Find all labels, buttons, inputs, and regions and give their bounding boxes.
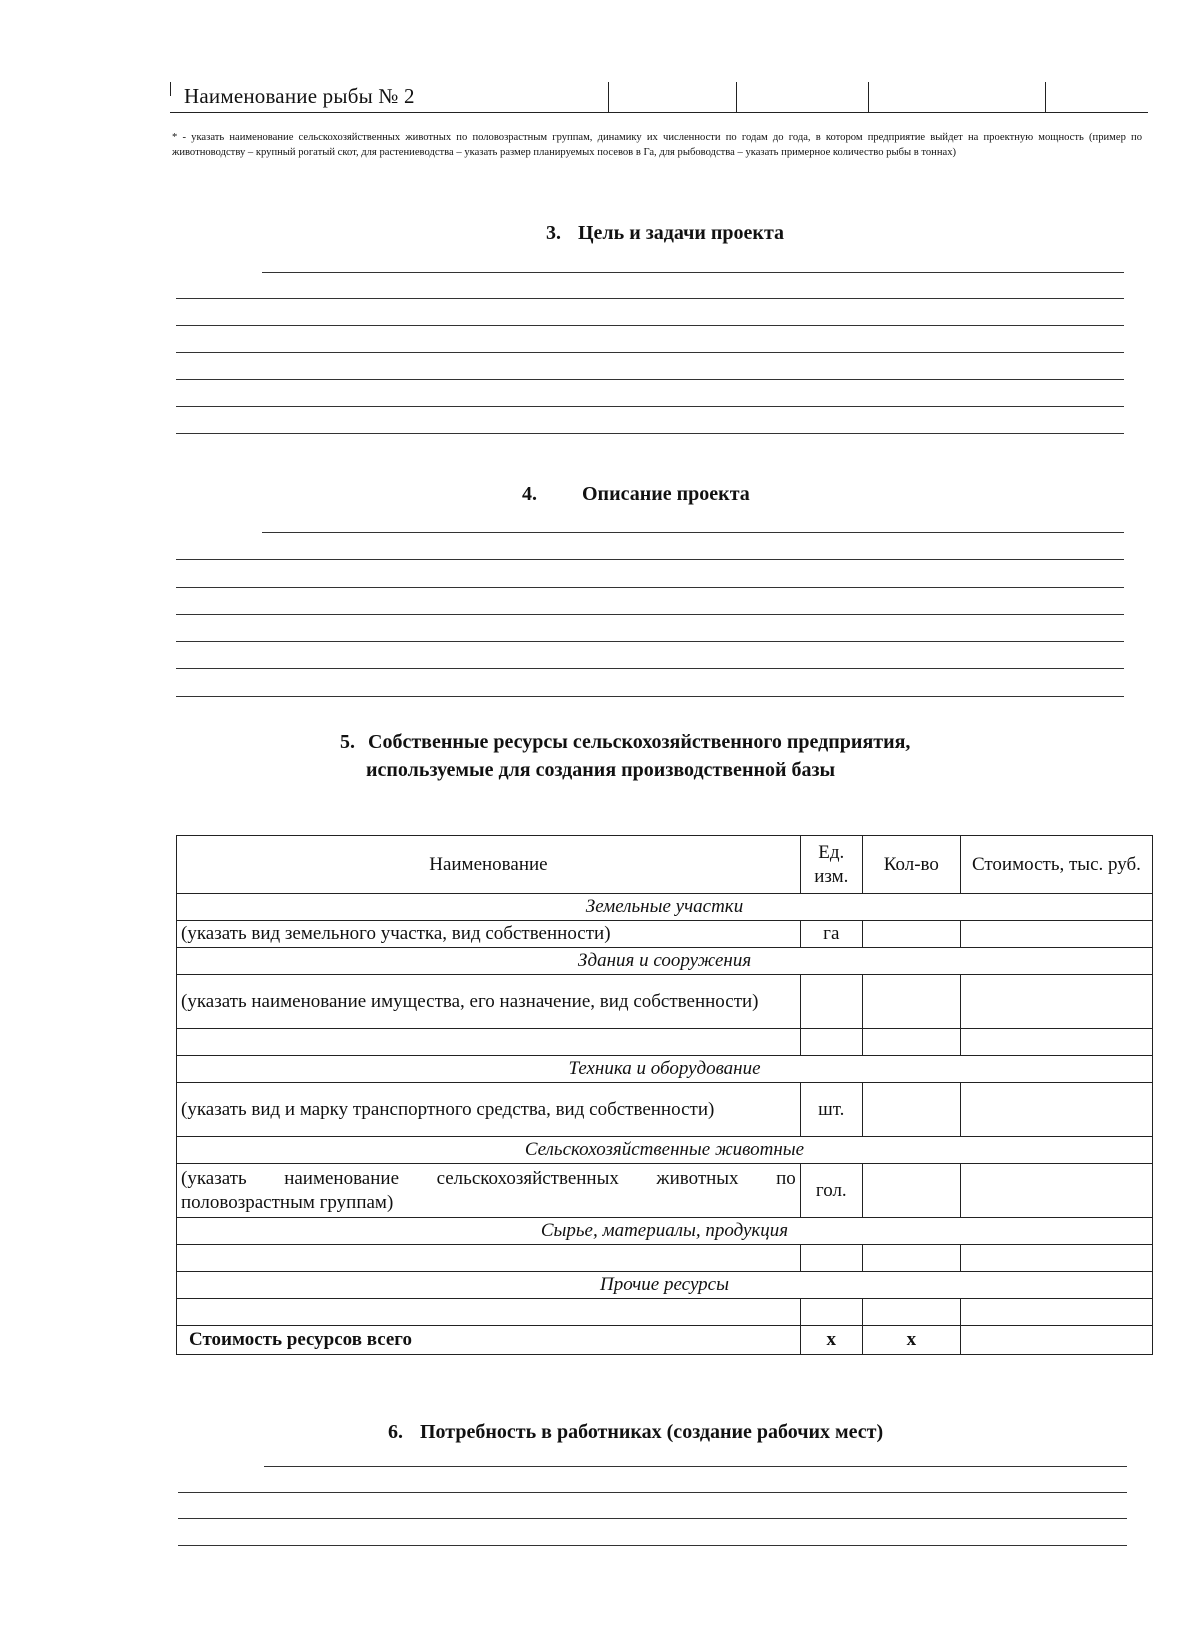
- resources-table: [176, 835, 1153, 1355]
- category-row: [177, 948, 1153, 975]
- total-qty: х: [862, 1326, 960, 1355]
- section-4-number: 4.: [522, 483, 537, 505]
- fill-line[interactable]: [176, 433, 1124, 434]
- total-unit: х: [800, 1326, 862, 1355]
- header-cost: Стоимость, тыс. руб.: [960, 836, 1152, 894]
- section-6-title: Потребность в работниках (создание рабочих мест): [420, 1421, 884, 1443]
- section-3-number: 3.: [546, 222, 561, 244]
- table-row: [177, 921, 1153, 948]
- row-equipment-qty-cell[interactable]: [862, 1083, 960, 1137]
- total-row: [177, 1326, 1153, 1355]
- row-buildings-cost-cell[interactable]: [960, 975, 1152, 1029]
- fill-line[interactable]: [262, 272, 1124, 273]
- section-5-number: 5.: [340, 731, 355, 753]
- fill-line[interactable]: [264, 1466, 1127, 1467]
- row-divider: [608, 82, 609, 112]
- section-5-heading: [340, 731, 910, 754]
- section-6-heading: [388, 1421, 883, 1444]
- header-unit: Ед. изм.: [800, 836, 862, 894]
- category-row: [177, 894, 1153, 921]
- row-equipment-name: (указать вид и марку транспортного средства, вид собственности): [177, 1083, 801, 1137]
- fill-line[interactable]: [176, 614, 1124, 615]
- row-buildings-qty-cell[interactable]: [862, 975, 960, 1029]
- section-4-title: Описание проекта: [582, 483, 750, 505]
- row-animals-cost-cell[interactable]: [960, 1164, 1152, 1218]
- total-label: Стоимость ресурсов всего: [177, 1326, 801, 1355]
- row-land-unit: га: [800, 921, 862, 948]
- fill-line[interactable]: [178, 1545, 1127, 1546]
- empty-unit-cell[interactable]: [800, 1029, 862, 1056]
- row-equipment-cost-cell[interactable]: [960, 1083, 1152, 1137]
- fill-line[interactable]: [176, 352, 1124, 353]
- row-animals-qty-cell[interactable]: [862, 1164, 960, 1218]
- fish-name-label: Наименование рыбы № 2: [184, 84, 415, 108]
- row-equipment-unit: шт.: [800, 1083, 862, 1137]
- footnote: * - указать наименование сельскохозяйственных животных по половозрастным группам, динамику их численности по годам до года, в котором предприятие выйдет на проектную мощность (пример по животноводству – крупный рогатый скот, для растениеводства – указать размер планируемых посевов в Га, для рыбоводства – указать примерное количество рыбы в тоннах): [172, 132, 1142, 158]
- category-buildings: Здания и сооружения: [177, 948, 1153, 975]
- row-divider: [736, 82, 737, 112]
- fill-line[interactable]: [176, 559, 1124, 560]
- category-other: Прочие ресурсы: [177, 1272, 1153, 1299]
- fill-line[interactable]: [176, 641, 1124, 642]
- row-animals-unit: гол.: [800, 1164, 862, 1218]
- row-divider: [868, 82, 869, 112]
- section-3-title: Цель и задачи проекта: [578, 222, 785, 244]
- fill-line[interactable]: [176, 325, 1124, 326]
- section-4-heading: [522, 483, 750, 506]
- empty-cost-cell[interactable]: [960, 1029, 1152, 1056]
- fill-line[interactable]: [178, 1518, 1127, 1519]
- row-land-name: (указать вид земельного участка, вид собственности): [177, 921, 801, 948]
- category-row: [177, 1056, 1153, 1083]
- row-animals-name: (указать наименование сельскохозяйственных животных по половозрастным группам): [177, 1164, 801, 1218]
- category-equipment: Техника и оборудование: [177, 1056, 1153, 1083]
- category-animals: Сельскохозяйственные животные: [177, 1137, 1153, 1164]
- header-qty: Кол-во: [862, 836, 960, 894]
- category-row: [177, 1137, 1153, 1164]
- table-row: [177, 975, 1153, 1029]
- section-5-title-line2: используемые для создания производственной базы: [366, 759, 836, 781]
- empty-qty-cell[interactable]: [862, 1245, 960, 1272]
- total-cost-cell[interactable]: [960, 1326, 1152, 1355]
- empty-qty-cell[interactable]: [862, 1029, 960, 1056]
- section-3-heading: [546, 222, 784, 245]
- empty-cost-cell[interactable]: [960, 1299, 1152, 1326]
- table-row: [177, 1245, 1153, 1272]
- table-header-row: [177, 836, 1153, 894]
- empty-name-cell[interactable]: [177, 1029, 801, 1056]
- empty-unit-cell[interactable]: [800, 1245, 862, 1272]
- header-name: Наименование: [177, 836, 801, 894]
- table-row: [177, 1299, 1153, 1326]
- fill-line[interactable]: [262, 532, 1124, 533]
- table-row: [177, 1164, 1153, 1218]
- empty-qty-cell[interactable]: [862, 1299, 960, 1326]
- row-land-cost-cell[interactable]: [960, 921, 1152, 948]
- empty-unit-cell[interactable]: [800, 1299, 862, 1326]
- category-materials: Сырье, материалы, продукция: [177, 1218, 1153, 1245]
- empty-name-cell[interactable]: [177, 1299, 801, 1326]
- row-divider: [1045, 82, 1046, 112]
- section-5-title-line1: Собственные ресурсы сельскохозяйственного предприятия,: [368, 731, 911, 753]
- row-land-qty-cell[interactable]: [862, 921, 960, 948]
- fill-line[interactable]: [176, 298, 1124, 299]
- category-row: [177, 1272, 1153, 1299]
- section-6-number: 6.: [388, 1421, 403, 1443]
- table-row: [177, 1029, 1153, 1056]
- fill-line[interactable]: [176, 696, 1124, 697]
- row-buildings-name: (указать наименование имущества, его назначение, вид собственности): [177, 975, 801, 1029]
- category-row: [177, 1218, 1153, 1245]
- fill-line[interactable]: [178, 1492, 1127, 1493]
- fill-line[interactable]: [176, 406, 1124, 407]
- row-buildings-unit-cell[interactable]: [800, 975, 862, 1029]
- empty-name-cell[interactable]: [177, 1245, 801, 1272]
- table-row: [177, 1083, 1153, 1137]
- fill-line[interactable]: [176, 587, 1124, 588]
- fill-line[interactable]: [176, 379, 1124, 380]
- category-land: Земельные участки: [177, 894, 1153, 921]
- fish-name-row: [170, 82, 1148, 113]
- empty-cost-cell[interactable]: [960, 1245, 1152, 1272]
- fill-line[interactable]: [176, 668, 1124, 669]
- row-divider: [170, 82, 171, 96]
